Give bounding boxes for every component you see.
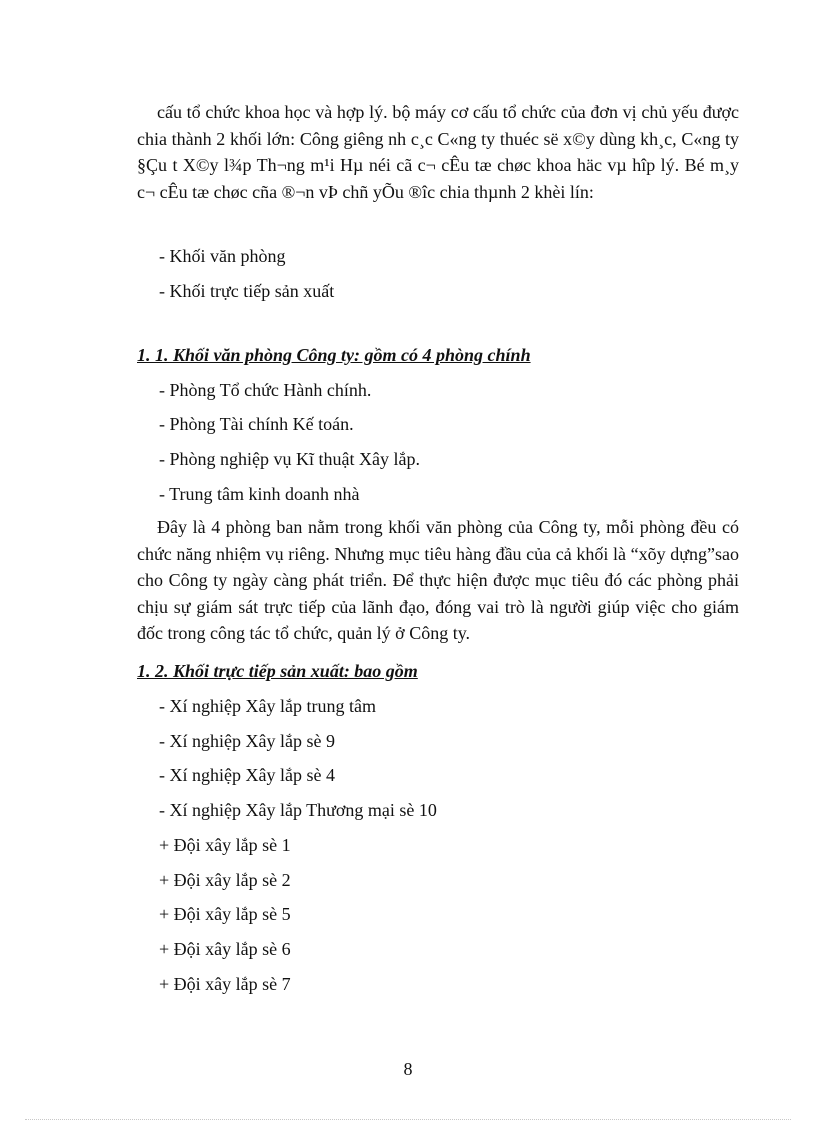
section2-item: + Đội xây lắp sè 5 — [159, 904, 291, 924]
intro-paragraph — [137, 99, 739, 205]
section2-item: - Xí nghiệp Xây lắp Thương mại sè 10 — [159, 800, 437, 820]
page-bottom-rule — [25, 1119, 791, 1120]
section2-heading: 1. 2. Khối trực tiếp sản xuất: bao gồm — [137, 661, 418, 681]
section1-item: - Phòng nghiệp vụ Kĩ thuật Xây lắp. — [159, 449, 420, 469]
section1-heading: 1. 1. Khối văn phòng Công ty: gồm có 4 phòng chính — [137, 345, 531, 365]
section2-item: - Xí nghiệp Xây lắp sè 4 — [159, 765, 335, 785]
section1-item: - Trung tâm kinh doanh nhà — [159, 484, 360, 504]
block-office: - Khối văn phòng — [159, 246, 286, 266]
section1-item: - Phòng Tổ chức Hành chính. — [159, 380, 372, 400]
intro-first-line: cấu tổ chức khoa học và hợp lý. bộ máy cơ cấu tổ chức của đơn vị chủ yếu — [157, 102, 699, 122]
section2-item: + Đội xây lắp sè 2 — [159, 870, 291, 890]
section2-item: + Đội xây lắp sè 1 — [159, 835, 291, 855]
section1-item: - Phòng Tài chính Kế toán. — [159, 414, 354, 434]
section2-item: + Đội xây lắp sè 7 — [159, 974, 291, 994]
section1-paragraph: Đây là 4 phòng ban nằm trong khối văn phòng của Công ty, mỗi phòng đều có chức năng nhiệm vụ riêng. Nhưng mục tiêu hàng đầu của cả khối là “xõy dựng”sao cho Công ty ngày càng phát triển. Để thực hiện được mục tiêu đó các phòng phải chịu sự giám sát trực tiếp của lãnh đạo, đóng vai trò là người giúp việc cho giám đốc trong công tác tổ chức, quản lý ở Công ty. — [137, 517, 739, 643]
section2-item: - Xí nghiệp Xây lắp sè 9 — [159, 731, 335, 751]
intro-rest: được chia thành 2 khối lớn: Công giêng nh c¸c C«ng ty thuéc së x©y dùng kh¸c, C«ng ty §Çu t X©y l¾p Th¬ng m¹i Hµ néi cã c¬ cÊu tæ chøc khoa häc vµ hîp lý. Bé m¸y c¬ cÊu tæ chøc cña ®¬n vÞ chñ yÕu ®îc chia thµnh 2 khèi lín: — [137, 102, 739, 202]
page-number: 8 — [403, 1059, 413, 1079]
section2-item: - Xí nghiệp Xây lắp trung tâm — [159, 696, 376, 716]
section2-item: + Đội xây lắp sè 6 — [159, 939, 291, 959]
block-production: - Khối trực tiếp sản xuất — [159, 281, 335, 301]
